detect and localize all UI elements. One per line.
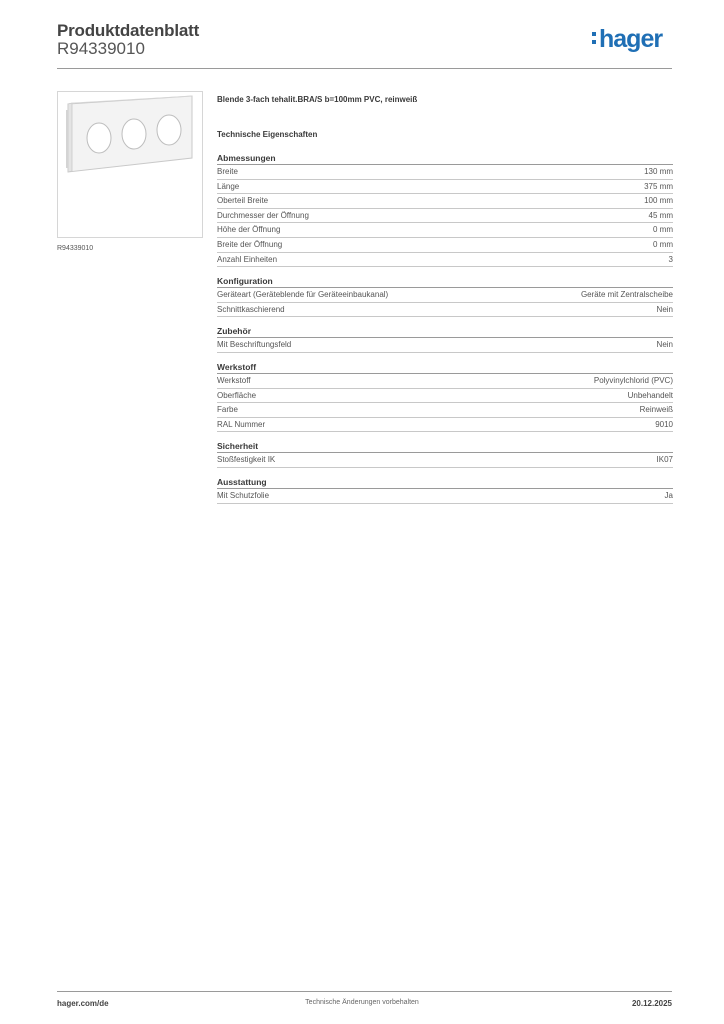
header-divider xyxy=(57,68,672,69)
spec-value: Nein xyxy=(656,340,673,350)
product-name: Blende 3-fach tehalit.BRA/S b=100mm PVC, reinweiß xyxy=(217,95,418,104)
spec-row xyxy=(217,209,673,224)
spec-row xyxy=(217,489,673,504)
spec-row xyxy=(217,238,673,253)
section-title: Zubehör xyxy=(217,326,673,338)
section-title: Abmessungen xyxy=(217,153,673,165)
spec-value: 3 xyxy=(668,254,673,264)
spec-section xyxy=(217,477,673,504)
spec-value: 9010 xyxy=(655,419,673,429)
spec-label: Anzahl Einheiten xyxy=(217,254,278,264)
footer-website[interactable]: hager.com/de xyxy=(57,999,109,1008)
article-number: R94339010 xyxy=(57,39,145,58)
spec-label: Werkstoff xyxy=(217,375,251,385)
spec-row xyxy=(217,389,673,404)
image-caption: R94339010 xyxy=(57,245,94,252)
footer-date: 20.12.2025 xyxy=(631,999,672,1008)
spec-row xyxy=(217,303,673,318)
spec-label: Durchmesser der Öffnung xyxy=(217,210,309,220)
hager-logo xyxy=(592,27,662,52)
spec-section xyxy=(217,441,673,468)
spec-label: Oberfläche xyxy=(217,390,257,400)
spec-row xyxy=(217,223,673,238)
spec-row xyxy=(217,165,673,180)
spec-row xyxy=(217,194,673,209)
section-title: Sicherheit xyxy=(217,441,673,453)
spec-value: 100 mm xyxy=(644,196,673,206)
spec-label: Breite der Öffnung xyxy=(217,239,283,249)
spec-value: IK07 xyxy=(656,455,673,465)
spec-row xyxy=(217,453,673,468)
footer-divider xyxy=(57,991,672,992)
spec-section xyxy=(217,326,673,353)
spec-row xyxy=(217,180,673,195)
spec-sections xyxy=(217,153,673,504)
spec-value: 45 mm xyxy=(648,210,673,220)
spec-value: Polyvinylchlorid (PVC) xyxy=(593,375,673,385)
spec-label: Höhe der Öffnung xyxy=(217,225,281,235)
spec-row xyxy=(217,374,673,389)
spec-label: Schnittkaschierend xyxy=(217,304,285,314)
spec-value: 130 mm xyxy=(644,167,673,176)
tech-heading: Technische Eigenschaften xyxy=(217,130,318,139)
section-title: Ausstattung xyxy=(217,477,673,489)
spec-label: Mit Beschriftungsfeld xyxy=(217,340,292,350)
spec-value: Ja xyxy=(664,490,673,500)
spec-value: Unbehandelt xyxy=(627,390,673,400)
spec-value: Geräte mit Zentralscheibe xyxy=(580,290,673,300)
logo-dots-icon xyxy=(592,27,597,49)
spec-label: Stoßfestigkeit IK xyxy=(217,455,276,465)
footer-notice: Technische Änderungen vorbehalten xyxy=(305,999,419,1006)
product-image xyxy=(57,91,203,238)
spec-row xyxy=(217,418,673,433)
spec-section xyxy=(217,362,673,432)
spec-value: Nein xyxy=(656,304,673,314)
spec-row xyxy=(217,338,673,353)
spec-label: Breite xyxy=(217,167,238,176)
spec-section xyxy=(217,276,673,317)
cover-plate-illustration xyxy=(58,92,202,237)
spec-value: 375 mm xyxy=(644,181,673,191)
spec-row xyxy=(217,253,673,268)
spec-label: Farbe xyxy=(217,405,238,415)
spec-value: Reinweiß xyxy=(639,405,673,415)
spec-label: Geräteart (Geräteblende für Geräteeinbaukanal) xyxy=(217,290,389,300)
spec-label: Oberteil Breite xyxy=(217,196,269,206)
spec-section xyxy=(217,153,673,267)
spec-row xyxy=(217,288,673,303)
section-title: Konfiguration xyxy=(217,276,673,288)
spec-content xyxy=(217,95,673,513)
spec-label: Länge xyxy=(217,181,240,191)
logo-text: hager xyxy=(599,25,663,53)
spec-label: Mit Schutzfolie xyxy=(217,490,270,500)
spec-label: RAL Nummer xyxy=(217,419,266,429)
page-title: Produktdatenblatt xyxy=(57,21,200,40)
spec-value: 0 mm xyxy=(653,225,673,235)
spec-value: 0 mm xyxy=(653,239,673,249)
section-title: Werkstoff xyxy=(217,362,673,374)
spec-row xyxy=(217,403,673,418)
